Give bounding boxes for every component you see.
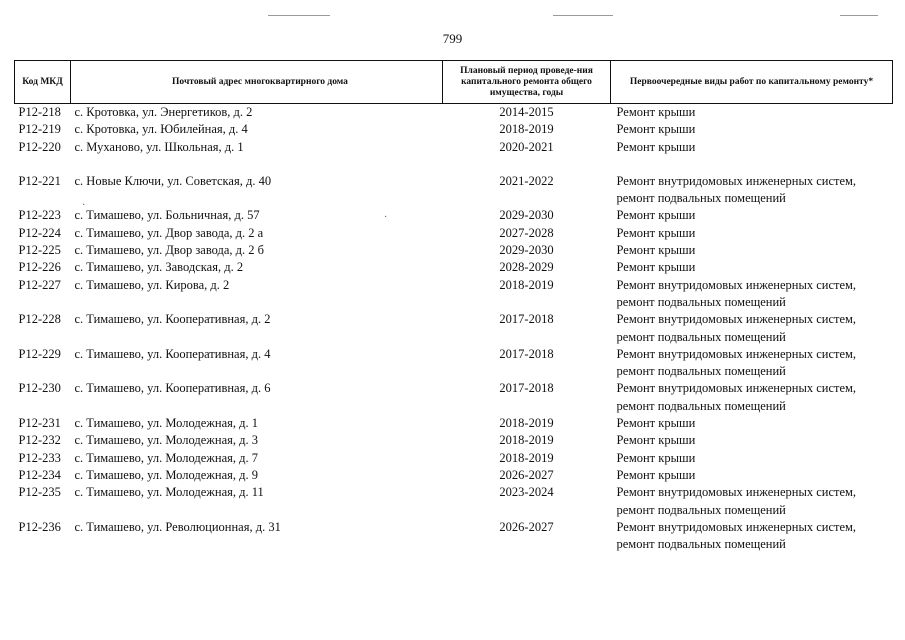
capital-repair-table [14,60,893,553]
cell-period: 2018-2019 [499,433,554,448]
cell-address: с. Тимашево, ул. Кооперативная, д. 6 [74,381,271,396]
cell-works: Ремонт крыши [616,139,696,154]
table-row [15,467,893,484]
cell-period: 2018-2019 [499,416,554,431]
cell-address: с. Муханово, ул. Школьная, д. 1 [74,139,244,154]
table-row [15,207,893,224]
scan-speck: · [384,212,388,223]
cell-address: с. Тимашево, ул. Кирова, д. 2 [74,277,230,292]
cell-works: Ремонт крыши [616,225,696,240]
cell-period: 2021-2022 [499,173,554,188]
cell-period: 2018-2019 [499,277,554,292]
cell-code: P12-235 [18,485,61,500]
cell-works: Ремонт крыши [616,122,696,137]
cell-works: Ремонт крыши [616,243,696,258]
cell-works: Ремонт крыши [616,467,696,482]
cell-works: Ремонт крыши [616,105,696,119]
cell-address: с. Тимашево, ул. Двор завода, д. 2 б [74,243,265,258]
header-code: Код МКД [15,61,71,104]
cell-code: P12-236 [18,519,61,534]
header-works: Первоочередные виды работ по капитальному ремонту* [611,61,893,104]
cell-code: P12-226 [18,260,61,275]
cell-code: P12-230 [18,381,61,396]
cell-works: Ремонт внутридомовых инженерных систем, ремонт подвальных помещений [616,381,857,413]
cell-period: 2026-2027 [499,519,554,534]
cell-works: Ремонт внутридомовых инженерных систем, ремонт подвальных помещений [616,485,857,517]
cell-address: с. Тимашево, ул. Молодежная, д. 9 [74,467,259,482]
table-row [15,259,893,276]
cell-address: с. Тимашево, ул. Молодежная, д. 3 [74,433,259,448]
table-body [15,104,893,554]
table-row [15,277,893,312]
cell-period: 2029-2030 [499,243,554,258]
cell-period: 2029-2030 [499,208,554,223]
cell-period: 2027-2028 [499,225,554,240]
table-header-row [15,61,893,104]
table-row [15,121,893,138]
cell-code: P12-219 [18,122,61,137]
cell-code: P12-234 [18,467,61,482]
table-row [15,415,893,432]
cell-period: 2014-2015 [499,105,554,119]
cell-code: P12-225 [18,243,61,258]
cell-code: P12-231 [18,416,61,431]
table-row [15,484,893,519]
cell-period: 2023-2024 [499,485,554,500]
header-period: Плановый период проведе-ния капитального ремонта общего имущества, годы [443,61,611,104]
cell-works: Ремонт крыши [616,450,696,465]
cell-works: Ремонт внутридомовых инженерных систем, ремонт подвальных помещений [616,173,857,206]
cell-period: 2020-2021 [499,139,554,154]
cell-code: P12-221 [18,173,61,188]
scan-speck: · [82,200,86,211]
header-address: Почтовый адрес многоквартирного дома [71,61,443,104]
cell-code: P12-218 [18,105,61,119]
table-row [15,311,893,346]
scan-mark [553,15,613,16]
table-row [15,450,893,467]
cell-period: 2017-2018 [499,381,554,396]
cell-works: Ремонт крыши [616,433,696,448]
cell-works: Ремонт крыши [616,416,696,431]
cell-period: 2018-2019 [499,122,554,137]
table-row [15,432,893,449]
cell-address: с. Тимашево, ул. Больничная, д. 57 [74,208,260,223]
table-row [15,346,893,381]
page-number: 799 [442,31,463,46]
table-row [15,242,893,259]
cell-address: с. Тимашево, ул. Двор завода, д. 2 а [74,225,264,240]
cell-address: с. Тимашево, ул. Революционная, д. 31 [74,519,281,534]
cell-period: 2018-2019 [499,450,554,465]
cell-works: Ремонт внутридомовых инженерных систем, ремонт подвальных помещений [616,277,857,309]
cell-works: Ремонт крыши [616,260,696,275]
cell-address: с. Тимашево, ул. Кооперативная, д. 4 [74,346,271,361]
cell-address: с. Кротовка, ул. Юбилейная, д. 4 [74,122,248,137]
scan-mark [840,15,878,16]
cell-period: 2017-2018 [499,346,554,361]
cell-code: P12-228 [18,312,61,327]
table-row [15,156,893,208]
cell-code: P12-227 [18,277,61,292]
cell-address: с. Новые Ключи, ул. Советская, д. 40 [74,173,272,188]
table-row [15,104,893,122]
table-row [15,519,893,554]
cell-code: P12-232 [18,433,61,448]
cell-works: Ремонт внутридомовых инженерных систем, ремонт подвальных помещений [616,519,857,552]
cell-code: P12-229 [18,346,61,361]
cell-code: P12-223 [18,208,61,223]
cell-address: с. Кротовка, ул. Энергетиков, д. 2 [74,105,253,119]
cell-address: с. Тимашево, ул. Молодежная, д. 1 [74,416,259,431]
cell-address: с. Тимашево, ул. Молодежная, д. 11 [74,485,264,500]
table-row [15,380,893,415]
cell-works: Ремонт внутридомовых инженерных систем, ремонт подвальных помещений [616,346,857,379]
table-row [15,225,893,242]
cell-address: с. Тимашево, ул. Молодежная, д. 7 [74,450,259,465]
cell-code: P12-233 [18,450,61,465]
cell-code: P12-224 [18,225,61,240]
cell-period: 2026-2027 [499,467,554,482]
cell-period: 2017-2018 [499,312,554,327]
cell-address: с. Тимашево, ул. Заводская, д. 2 [74,260,244,275]
scan-mark [268,15,330,16]
table-row [15,139,893,156]
cell-period: 2028-2029 [499,260,554,275]
cell-address: с. Тимашево, ул. Кооперативная, д. 2 [74,312,271,327]
cell-code: P12-220 [18,139,61,154]
cell-works: Ремонт внутридомовых инженерных систем, ремонт подвальных помещений [616,312,857,344]
cell-works: Ремонт крыши [616,208,696,223]
